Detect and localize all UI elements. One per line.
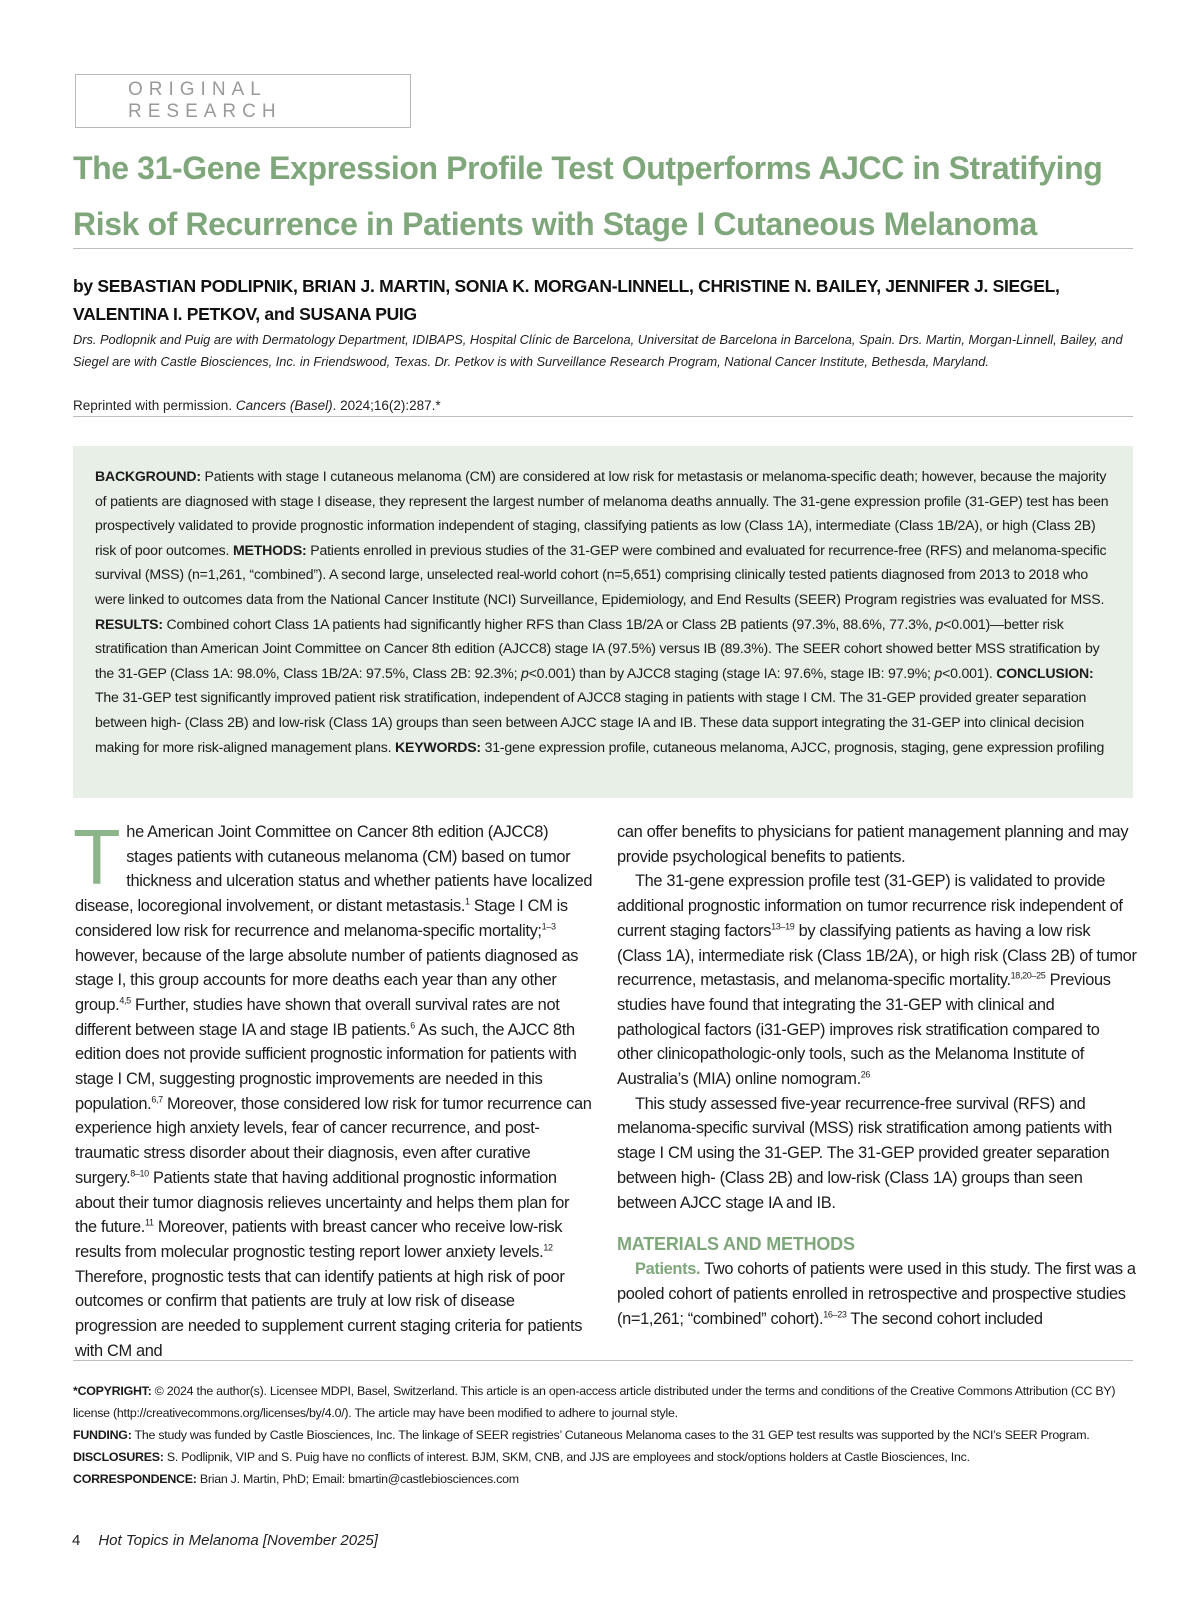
abstract-results-label: RESULTS:	[95, 615, 163, 632]
body-text: Further, studies have shown that overall survival rates are not different between stage IA and stage IB patients.	[75, 995, 560, 1039]
page-folio	[72, 1532, 378, 1549]
abstract-p-value-3: p	[934, 664, 943, 681]
drop-cap: T	[73, 813, 121, 901]
reprint-notice	[73, 396, 1133, 416]
body-text: Two cohorts of patients were used in this study. The first was a pooled cohort of patients enrolled in retrospective and prospective studies (n=1,261; “combined” cohort).	[617, 1260, 1136, 1328]
body-paragraph: can offer benefits to physicians for patient management planning and may provide psychological benefits to patients.	[617, 823, 1129, 866]
body-column-right	[617, 820, 1137, 1331]
citation-ref: 13–19	[771, 921, 795, 932]
subsection-heading: Patients.	[635, 1260, 701, 1279]
section-tag: ORIGINAL RESEARCH	[75, 74, 411, 128]
abstract-background-label: BACKGROUND:	[95, 468, 201, 484]
body-column-left	[73, 813, 595, 1363]
disclosures-text: S. Podlipnik, VIP and S. Puig have no conflicts of interest. BJM, SKM, CNB, and JJS are employees and stock/options holders at Castle Biosciences, Inc.	[163, 1450, 970, 1464]
citation-ref: 1–3	[541, 921, 556, 932]
citation-ref: 11	[144, 1217, 154, 1228]
intro-paragraph	[73, 813, 595, 1363]
abstract-methods: Patients enrolled in previous studies of the 31-GEP were combined and evaluated for recurrence-free (RFS) and melanoma-specific survival (MSS) (n=1,261, “combined”). A second large, unselected real-world cohort (n=5,651) comprising clinically tested patients diagnosed from 2013 to 2018 who were linked to outcomes data from the National Cancer Institute (NCI) Surveillance, Epidemiology, and End Results (SEER) Program registries was evaluated for MSS.	[95, 541, 1107, 607]
reprint-journal: Cancers (Basel)	[235, 398, 333, 413]
author-list: by SEBASTIAN PODLIPNIK, BRIAN J. MARTIN, SONIA K. MORGAN-LINNELL, CHRISTINE N. BAILEY, JENNIFER J. SIEGEL, VALENTINA I. PETKOV, and SUSANA PUIG	[73, 276, 1060, 324]
publication-name: Hot Topics in Melanoma [November 2025]	[98, 1532, 378, 1549]
abstract-keywords-label: KEYWORDS:	[395, 738, 481, 755]
body-text: Patients state that having additional prognostic information about their tumor diagnosis relieves uncertainty and helps them plan for the future.	[75, 1168, 570, 1237]
disclosures-label: DISCLOSURES:	[73, 1450, 164, 1464]
body-text: Therefore, prognostic tests that can identify patients at high risk of poor outcomes or confirm that patients are truly at low risk of disease progression are needed to supplement current staging criteria for patients with CM and	[75, 1267, 583, 1360]
page-number: 4	[72, 1532, 81, 1549]
funding-note	[73, 1424, 1153, 1446]
body-text: The 31-gene expression profile test (31-GEP) is validated to provide additional prognostic information on tumor recurrence risk independent of current staging factors	[617, 872, 1123, 940]
header-rule	[73, 416, 1133, 417]
copyright-text: © 2024 the author(s). Licensee MDPI, Basel, Switzerland. This article is an open-access article distributed under the terms and conditions of the Creative Commons Attribution (CC BY) license (http://creativecommons.org/licenses/by/4.0/). The article may have been modified to adhere to journal style.	[73, 1384, 1116, 1420]
citation-ref: 6	[410, 1020, 415, 1031]
body-paragraph	[617, 1257, 1137, 1331]
correspondence-text: Brian J. Martin, PhD; Email: bmartin@castlebiosciences.com	[196, 1472, 519, 1486]
copyright-note	[73, 1380, 1153, 1424]
citation-ref: 18,20–25	[1010, 970, 1046, 981]
funding-label: FUNDING:	[73, 1428, 132, 1442]
citation-ref: 4,5	[119, 995, 131, 1006]
body-text: Stage I CM is considered low risk for recurrence and melanoma-specific mortality;	[75, 897, 568, 940]
correspondence-label: CORRESPONDENCE:	[73, 1472, 197, 1486]
abstract-keywords: 31-gene expression profile, cutaneous melanoma, AJCC, prognosis, staging, gene expression profiling	[480, 738, 1105, 755]
copyright-label: *COPYRIGHT:	[73, 1384, 152, 1398]
body-paragraph: This study assessed five-year recurrence-free survival (RFS) and melanoma-specific survival (MSS) risk stratification among patients with stage I CM using the 31-GEP. The 31-GEP provided greater separation between high- (Class 2B) and low-risk (Class 1A) groups than seen between AJCC stage IA and IB.	[617, 1094, 1112, 1212]
funding-text: The study was funded by Castle Biosciences, Inc. The linkage of SEER registries’ Cutaneous Melanoma cases to the 31 GEP test results was supported by the NCI’s SEER Program.	[131, 1428, 1090, 1442]
body-text: The second cohort included	[846, 1309, 1043, 1328]
citation-ref: 6,7	[151, 1094, 163, 1105]
body-text: Moreover, patients with breast cancer who receive low-risk results from molecular prognostic testing report lower anxiety levels.	[75, 1218, 563, 1261]
abstract-background: Patients with stage I cutaneous melanoma (CM) are considered at low risk for metastasis or melanoma-specific death; however, because the majority of patients are diagnosed with stage I disease, they represent the largest number of melanoma deaths annually. The 31-gene expression profile (31-GEP) test has been prospectively validated to provide prognostic information independent of staging, classifying patients as low (Class 1A), intermediate (Class 1B/2A), or high (Class 2B) risk of poor outcomes.	[95, 468, 1109, 558]
body-text: Previous studies have found that integrating the 31-GEP with clinical and pathological factors (i31-GEP) improves risk stratification compared to other clinicopathologic-only tools, such as the Melanoma Institute of Australia’s (MIA) online nomogram.	[617, 971, 1111, 1089]
footnotes	[73, 1380, 1153, 1490]
abstract-results-c: <0.001) than by AJCC8 staging (stage IA: 97.6%, stage IB: 97.9%;	[528, 664, 935, 681]
footnote-rule	[73, 1360, 1133, 1361]
citation-ref: 8–10	[130, 1168, 149, 1179]
body-text: by classifying patients as having a low risk (Class 1A), intermediate risk (Class 1B/2A), or high risk (Class 2B) of tumor recurrence, metastasis, and melanoma-specific mortality.	[617, 921, 1137, 990]
abstract-conclusion-label: CONCLUSION:	[996, 664, 1094, 681]
citation-ref: 1	[465, 896, 470, 907]
article-title: The 31-Gene Expression Profile Test Outperforms AJCC in Stratifying Risk of Recurrence in Patients with Stage I Cutaneous Melanoma	[73, 150, 1103, 242]
title-rule	[73, 248, 1133, 249]
abstract-p-value-1: p	[935, 615, 944, 632]
section-heading: MATERIALS AND METHODS	[617, 1234, 855, 1255]
reprint-prefix: Reprinted with permission.	[73, 398, 236, 413]
body-text: Moreover, those considered low risk for tumor recurrence can experience high anxiety levels, fear of cancer recurrence, and post-traumatic stress disorder about their diagnosis, even after curative surgery.	[75, 1094, 592, 1187]
abstract-box	[73, 446, 1133, 798]
body-text: As such, the AJCC 8th edition does not provide sufficient prognostic information for patients with stage I CM, suggesting prognostic improvements are needed in this population.	[75, 1020, 577, 1113]
body-text: however, because of the large absolute number of patients diagnosed as stage I, this group accounts for more deaths each year than any other group.	[75, 946, 579, 1014]
body-paragraph	[617, 869, 1137, 1091]
body-text: he American Joint Committee on Cancer 8th edition (AJCC8) stages patients with cutaneous melanoma (CM) based on tumor thickness and ulceration status and whether patients have localized disease, locoregional involvement, or distant metastasis.	[75, 823, 593, 916]
abstract-results-b: <0.001)—better risk stratification than American Joint Committee on Cancer 8th edition (AJCC8) stage IA (97.5%) versus IB (89.3%). The SEER cohort showed better MSS stratification by the 31-GEP (Class 1A: 98.0%, Class 1B/2A: 97.5%, Class 2B: 92.3%;	[95, 615, 1100, 681]
disclosures-note	[73, 1446, 1153, 1468]
correspondence-note	[73, 1468, 1153, 1490]
abstract-results-d: <0.001).	[942, 664, 997, 681]
author-affiliations: Drs. Podlopnik and Puig are with Dermatology Department, IDIBAPS, Hospital Clínic de Barcelona, Universitat de Barcelona in Barcelona, Spain. Drs. Martin, Morgan-Linnell, Bailey, and Siegel are with Castle Biosciences, Inc. in Friendswood, Texas. Dr. Petkov is with Surveillance Research Program, National Cancer Institute, Bethesda, Maryland.	[73, 332, 1123, 369]
reprint-citation: . 2024;16(2):287.*	[332, 398, 441, 413]
citation-ref: 16–23	[823, 1309, 847, 1320]
citation-ref: 26	[860, 1069, 871, 1080]
abstract-methods-label: METHODS:	[232, 541, 307, 558]
abstract-p-value-2: p	[521, 664, 529, 681]
citation-ref: 12	[543, 1242, 553, 1253]
abstract-results-a: Combined cohort Class 1A patients had significantly higher RFS than Class 1B/2A or Class 2B patients (97.3%, 88.6%, 77.3%,	[162, 615, 936, 632]
abstract-conclusion: The 31-GEP test significantly improved patient risk stratification, independent of AJCC8 staging in patients with stage I CM. The 31-GEP provided greater separation between high- (Class 2B) and low-risk (Class 1A) groups than seen between AJCC stage IA and IB. These data support integrating the 31-GEP into clinical decision making for more risk-aligned management plans.	[95, 689, 1087, 755]
